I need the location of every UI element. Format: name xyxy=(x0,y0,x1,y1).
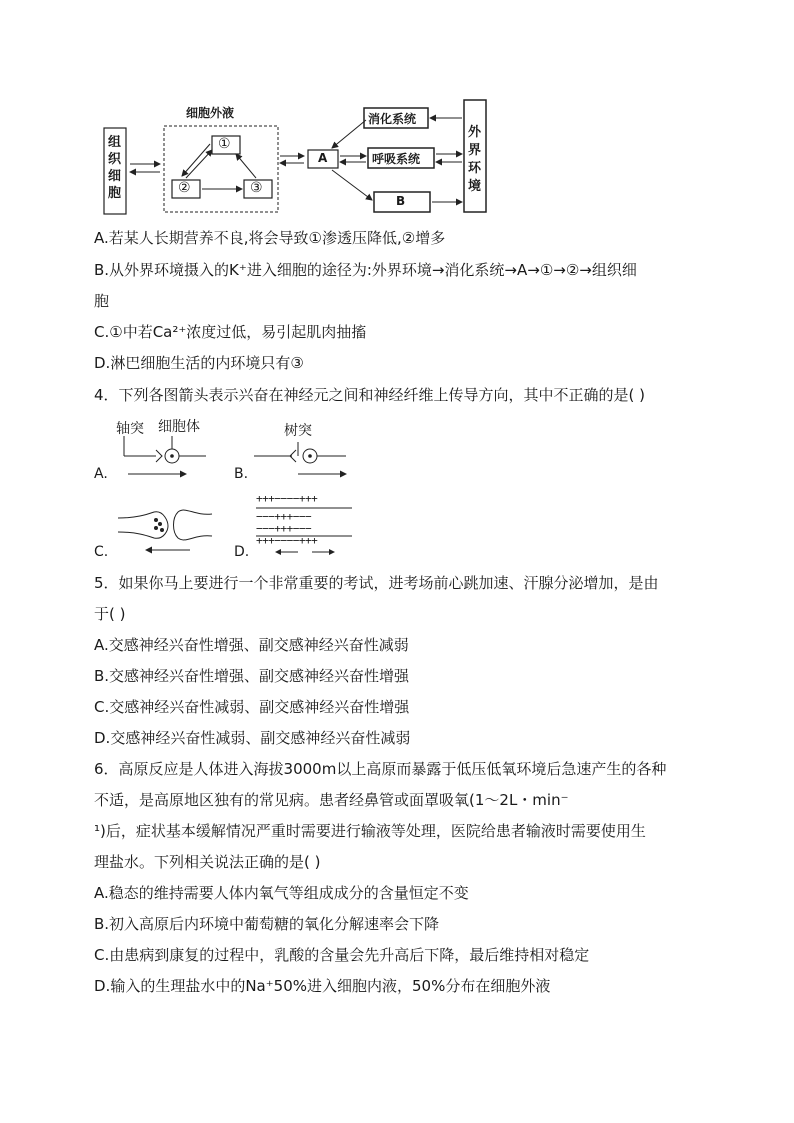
node-a-label: A xyxy=(318,151,328,165)
ecf-title: 细胞外液 xyxy=(186,106,235,120)
node-3-label: ③ xyxy=(250,180,263,196)
q4-figure-d xyxy=(234,494,384,564)
q4-stem: 4．下列各图箭头表示兴奋在神经元之间和神经纤维上传导方向，其中不正确的是( ) xyxy=(94,386,646,404)
q4-figure-a xyxy=(94,416,224,486)
external-label: 外界环境 xyxy=(468,125,482,194)
q4-d-row2: −−−+++−−− xyxy=(256,510,312,523)
q4-figure-b xyxy=(234,416,364,486)
q4-b-label: B. xyxy=(234,466,249,482)
q6-stem-line3: ¹)后，症状基本缓解情况严重时需要进行输液等处理，医院给患者输液时需要使用生 xyxy=(94,822,646,840)
q4-c-svg xyxy=(94,494,224,564)
q5-stem-line1: 5．如果你马上要进行一个非常重要的考试，进考场前心跳加速、汗腺分泌增加，是由 xyxy=(94,574,659,592)
q4-b-svg xyxy=(234,416,364,486)
q4-d-row3: −−−+++−−− xyxy=(256,522,312,535)
digestive-label: 消化系统 xyxy=(368,112,417,126)
node-b-label: B xyxy=(396,194,406,208)
q6-stem-line1: 6．高原反应是人体进入海拔3000m以上高原而暴露于低压低氧环境后急速产生的各种 xyxy=(94,760,667,778)
node-2-label: ② xyxy=(178,180,191,196)
q5-option-b: B.交感神经兴奋性增强、副交感神经兴奋性增强 xyxy=(94,667,410,685)
q4-figure-c xyxy=(94,494,224,564)
q6-option-b: B.初入高原后内环境中葡萄糖的氧化分解速率会下降 xyxy=(94,915,440,933)
q4-d-row1: +++−−−−+++ xyxy=(256,492,318,505)
q4-a-axon-label: 轴突 xyxy=(116,421,144,437)
q4-d-label: D. xyxy=(234,544,250,560)
q4-d-row4: +++−−−−+++ xyxy=(256,534,318,547)
tissue-cell-label: 组织细胞 xyxy=(108,135,122,201)
q3-option-d: D.淋巴细胞生活的内环境只有③ xyxy=(94,354,304,372)
diagram-svg xyxy=(94,96,514,216)
q5-stem-line2: 于( ) xyxy=(94,605,126,623)
q6-stem-line4: 理盐水。下列相关说法正确的是( ) xyxy=(94,853,321,871)
q6-option-c: C.由患病到康复的过程中，乳酸的含量会先升高后下降，最后维持相对稳定 xyxy=(94,946,590,964)
respiratory-label: 呼吸系统 xyxy=(372,152,421,166)
body-fluid-diagram xyxy=(94,96,514,220)
q4-b-dendrite-label: 树突 xyxy=(284,423,312,439)
q4-a-label: A. xyxy=(94,466,108,482)
q3-option-c: C.①中若Ca²⁺浓度过低，易引起肌肉抽搐 xyxy=(94,323,367,341)
q3-option-a: A.若某人长期营养不良,将会导致①渗透压降低,②增多 xyxy=(94,229,446,247)
q6-option-a: A.稳态的维持需要人体内氧气等组成成分的含量恒定不变 xyxy=(94,884,469,902)
q5-option-c: C.交感神经兴奋性减弱、副交感神经兴奋性增强 xyxy=(94,698,410,716)
q5-option-a: A.交感神经兴奋性增强、副交感神经兴奋性减弱 xyxy=(94,636,409,654)
q4-d-svg xyxy=(234,494,384,564)
q3-option-b-cont: 胞 xyxy=(94,292,110,310)
node-1-label: ① xyxy=(218,136,231,152)
q4-a-cellbody-label: 细胞体 xyxy=(158,419,200,435)
q4-c-label: C. xyxy=(94,544,109,560)
q6-stem-line2: 不适，是高原地区独有的常见病。患者经鼻管或面罩吸氧(1～2L・min⁻ xyxy=(94,791,569,809)
q3-option-b: B.从外界环境摄入的K⁺进入细胞的途径为:外界环境→消化系统→A→①→②→组织细 xyxy=(94,261,637,279)
q4-a-svg xyxy=(94,416,224,486)
q5-option-d: D.交感神经兴奋性减弱、副交感神经兴奋性减弱 xyxy=(94,729,411,747)
q6-option-d: D.输入的生理盐水中的Na⁺50%进入细胞内液，50%分布在细胞外液 xyxy=(94,977,551,995)
